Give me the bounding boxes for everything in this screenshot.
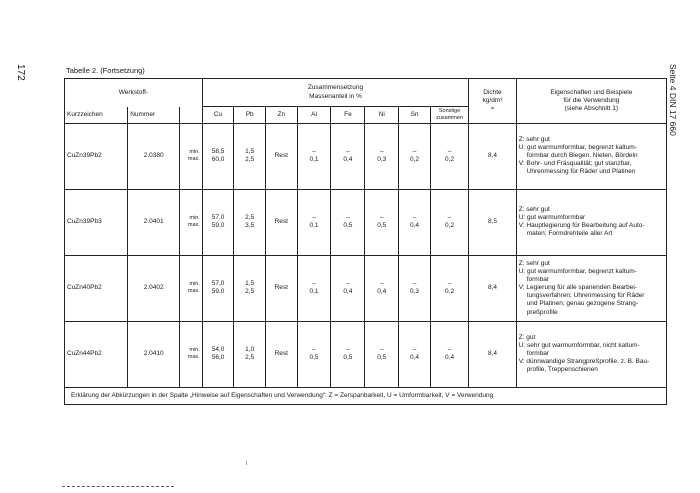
fe-cell: – 0,5 <box>331 189 365 255</box>
ni-cell: – 0,4 <box>365 255 399 321</box>
nummer-cell: 2.0401 <box>128 189 180 255</box>
fe-cell: – 0,4 <box>331 123 365 189</box>
element-header-al: Al <box>297 107 331 124</box>
sn-cell: – 0,3 <box>399 255 431 321</box>
al-cell: – 0,1 <box>297 123 331 189</box>
zn-cell: Rest <box>266 255 298 321</box>
sonstige-cell: – 0,2 <box>430 123 468 189</box>
zn-cell: Rest <box>266 189 298 255</box>
element-header-pb: Pb <box>234 107 266 124</box>
minmax-cell: min. max. <box>180 321 203 387</box>
properties-header: Eigenschaften und Beispiele für die Verwendung (siehe Abschnitt 1) <box>516 79 666 124</box>
minmax-cell: min. max. <box>180 123 203 189</box>
cu-cell: 57,0 59,0 <box>202 255 234 321</box>
minmax-header <box>180 107 203 124</box>
table-row <box>65 321 667 387</box>
pb-cell: 1,0 2,5 <box>234 321 266 387</box>
kurzzeichen-cell: CuZn39Pb3 <box>65 189 128 255</box>
table-row <box>65 189 667 255</box>
element-header-ni: Ni <box>365 107 399 124</box>
minmax-cell: min. max. <box>180 189 203 255</box>
element-header-fe: Fe <box>331 107 365 124</box>
fe-cell: – 0,5 <box>331 321 365 387</box>
tick-mark: i <box>246 461 248 467</box>
table-caption: Tabelle 2. (Fortsetzung) <box>66 66 145 75</box>
composition-header: Zusammensetzung Massenanteil in % <box>202 79 468 107</box>
properties-cell: Z: sehr gut U: gut warmumformbar, begrenzt kaltum- formbar durch Biegen, Nieten, Bördeln V: Bohr- und Fräsqualität; gut stanzbar, Uhrenmessing für Räder und Platinen <box>516 123 666 189</box>
properties-cell: Z: sehr gut U: gut warmumformbar V: Hauptlegierung für Bearbeitung auf Auto- maten; Formdrehteile aller Art <box>516 189 666 255</box>
bottom-rule <box>62 486 174 487</box>
nummer-cell: 2.0410 <box>128 321 180 387</box>
sonstige-cell: – 0,2 <box>430 255 468 321</box>
ni-cell: – 0,3 <box>365 123 399 189</box>
al-cell: – 0,1 <box>297 189 331 255</box>
pb-cell: 1,5 2,5 <box>234 255 266 321</box>
sonstige-header: Sonstige zusammen <box>430 107 468 124</box>
dichte-cell: 8,5 <box>469 189 516 255</box>
element-header-cu: Cu <box>202 107 234 124</box>
al-cell: – 0,1 <box>297 255 331 321</box>
table-row <box>65 255 667 321</box>
werkstoff-header: Werkstoff- <box>65 79 203 107</box>
al-cell: – 0,5 <box>297 321 331 387</box>
page-number: 172 <box>15 64 26 81</box>
pb-cell: 2,5 3,5 <box>234 189 266 255</box>
density-header: Dichte kg/dm³ ≈ <box>469 79 516 124</box>
dichte-cell: 8,4 <box>469 321 516 387</box>
pb-cell: 1,5 2,5 <box>234 123 266 189</box>
nummer-header: Nummer <box>128 107 180 124</box>
sn-cell: – 0,4 <box>399 189 431 255</box>
element-header-sn: Sn <box>399 107 431 124</box>
minmax-cell: min. max. <box>180 255 203 321</box>
cu-cell: 54,0 56,0 <box>202 321 234 387</box>
kurzzeichen-cell: CuZn44Pb2 <box>65 321 128 387</box>
fe-cell: – 0,4 <box>331 255 365 321</box>
kurzzeichen-cell: CuZn40Pb2 <box>65 255 128 321</box>
ni-cell: – 0,5 <box>365 321 399 387</box>
table-row <box>65 123 667 189</box>
properties-cell: Z: gut U: sehr gut warmumformbar, nicht kaltum- formbar V: dünnwandige Strangpreßprofile, z. B. Bau- profile, Treppenschienen <box>516 321 666 387</box>
dichte-cell: 8,4 <box>469 255 516 321</box>
sn-cell: – 0,4 <box>399 321 431 387</box>
zn-cell: Rest <box>266 123 298 189</box>
side-header: Seite 4 DIN 17 660 <box>668 64 678 136</box>
ni-cell: – 0,5 <box>365 189 399 255</box>
material-table <box>64 78 667 405</box>
sn-cell: – 0,2 <box>399 123 431 189</box>
dichte-cell: 8,4 <box>469 123 516 189</box>
kurzzeichen-header: Kurzzeichen <box>65 107 128 124</box>
nummer-cell: 2.0380 <box>128 123 180 189</box>
element-header-zn: Zn <box>266 107 298 124</box>
cu-cell: 58,5 60,0 <box>202 123 234 189</box>
footnote: Erklärung der Abkürzungen in der Spalte „Hinweise auf Eigenschaften und Verwendung“: Z = Zerspanbarkeit, U = Umformbarkeit, V = Verwendung <box>65 387 667 404</box>
sonstige-cell: – 0,4 <box>430 321 468 387</box>
nummer-cell: 2.0402 <box>128 255 180 321</box>
sonstige-cell: – 0,2 <box>430 189 468 255</box>
kurzzeichen-cell: CuZn39Pb2 <box>65 123 128 189</box>
properties-cell: Z: sehr gut U: gut warmumformbar, begrenzt kaltum- formbar V: Legierung für alle spanenden Bearbei- tungsverfahren; Uhrenmessing für Räder und Platinen; genau gezogene Strang- preßprofile <box>516 255 666 321</box>
cu-cell: 57,0 59,0 <box>202 189 234 255</box>
zn-cell: Rest <box>266 321 298 387</box>
